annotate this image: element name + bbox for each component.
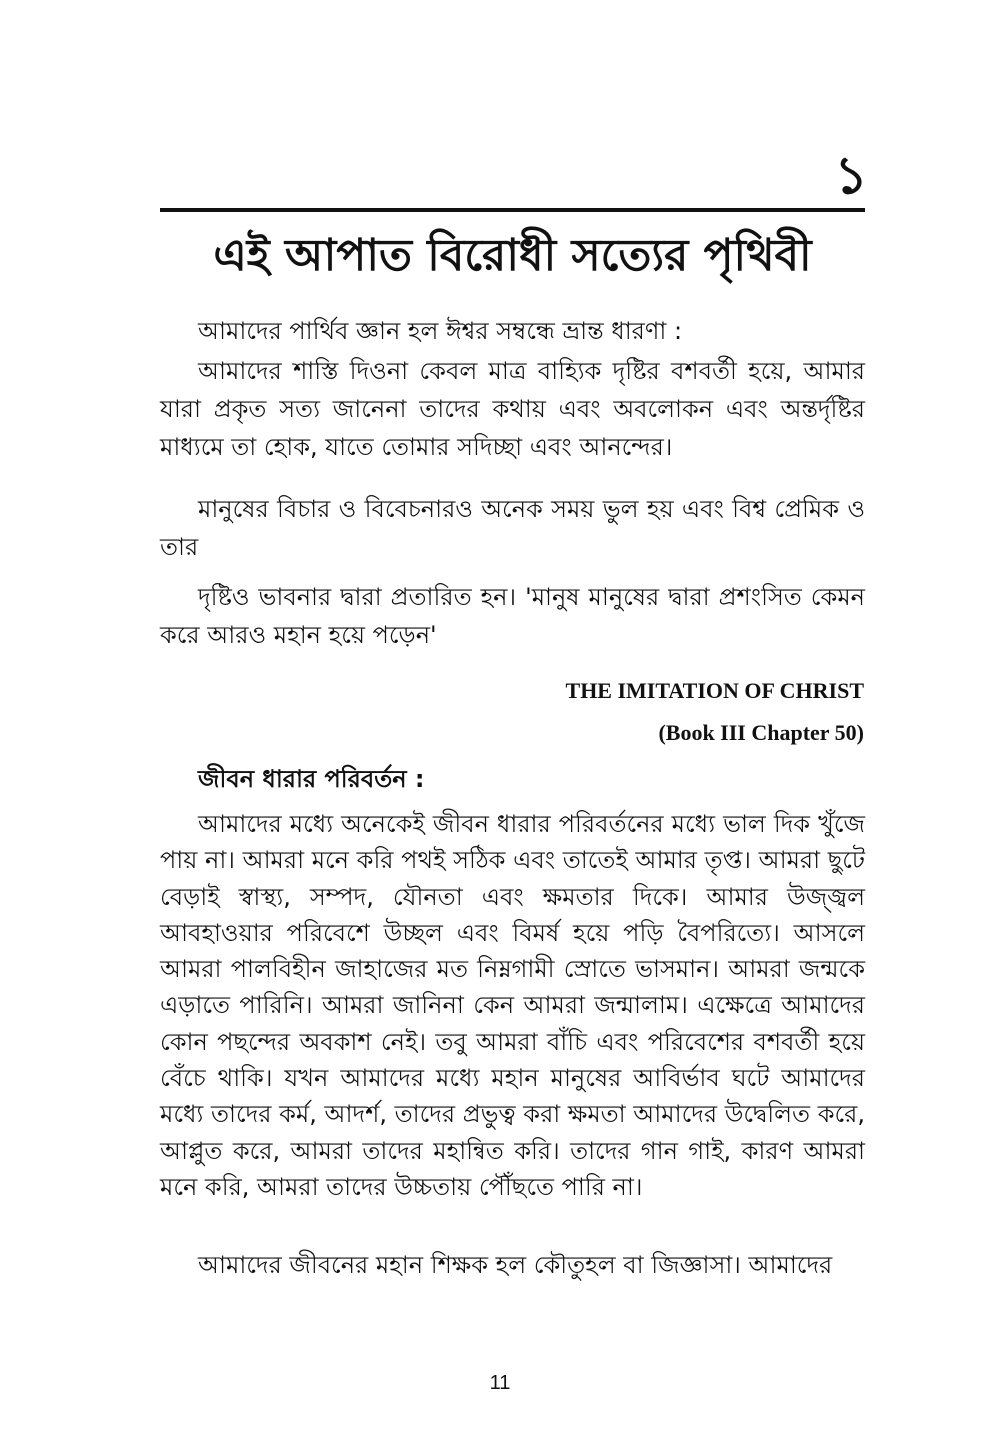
- citation-title: THE IMITATION OF CHRIST: [565, 678, 864, 703]
- paragraph-life-change: আমাদের মধ্যে অনেকেই জীবন ধারার পরিবর্তনের মধ্যে ভাল দিক খুঁজে পায় না। আমরা মনে করি পথই সঠিক এবং তাতেই আমার তৃপ্ত। আমরা ছুটে বেড়াই স্বাস্থ্য, সম্পদ, যৌনতা এবং ক্ষমতার দিকে। আমার উজ্জ্বল আবহাওয়ার পরিবেশে উচ্ছল এবং বিমর্ষ হয়ে পড়ি বৈপরিত্যে। আসলে আমরা পালবিহীন জাহাজের মত নিম্নগামী স্রোতে ভাসমান। আমরা জন্মকে এড়াতে পারিনি। আমরা জানিনা কেন আমরা জন্মালাম। এক্ষেত্রে আমাদের কোন পছন্দের অবকাশ নেই। তবু আমরা বাঁচি এবং পরিবেশের বশবর্তী হয়ে বেঁচে থাকি। যখন আমাদের মধ্যে মহান মানুষের আবির্ভাব ঘটে আমাদের মধ্যে তাদের কর্ম, আদর্শ, তাদের প্রভুত্ব করা ক্ষমতা আমাদের উদ্বেলিত করে, আপ্লুত করে, আমরা তাদের মহান্বিত করি। তাদের গান গাই, কারণ আমরা মনে করি, আমরা তাদের উচ্চতায় পৌঁছতে পারি না।: [160, 810, 865, 1201]
- paragraph-prayer: আমাদের শাস্তি দিওনা কেবল মাত্র বাহ্যিক দৃষ্টির বশবর্তী হয়ে, আমার যারা প্রকৃত সত্য জানেনা তাদের কথায় এবং অবলোকন এবং অন্তর্দৃষ্টির মাধ্যমে তা হোক, যাতে তোমার সদিচ্ছা এবং আনন্দের।: [160, 357, 865, 461]
- paragraph-intro: আমাদের পার্থিব জ্ঞান হল ঈশ্বর সম্বন্ধে ভ্রান্ত ধারণা :: [198, 317, 683, 345]
- chapter-number: ১: [834, 146, 868, 206]
- chapter-title: এই আপাত বিরোধী সত্যের পৃথিবী: [213, 230, 812, 281]
- paragraph-quote: দৃষ্টিও ভাবনার দ্বারা প্রতারিত হন। 'মানুষ মানুষের দ্বারা প্রশংসিত কেমন করে আরও মহান হয়ে পড়েন': [160, 583, 865, 649]
- page-number: 11: [489, 1372, 511, 1394]
- chapter-rule: [160, 208, 865, 212]
- section-heading: জীবন ধারার পরিবর্তন :: [198, 765, 425, 793]
- paragraph-judgement: মানুষের বিচার ও বিবেচনারও অনেক সময় ভুল হয় এবং বিশ্ব প্রেমিক ও তার: [160, 495, 865, 561]
- citation-reference: (Book III Chapter 50): [658, 720, 864, 745]
- paragraph-curiosity: আমাদের জীবনের মহান শিক্ষক হল কৌতুহল বা জিজ্ঞাসা। আমাদের: [198, 1251, 833, 1279]
